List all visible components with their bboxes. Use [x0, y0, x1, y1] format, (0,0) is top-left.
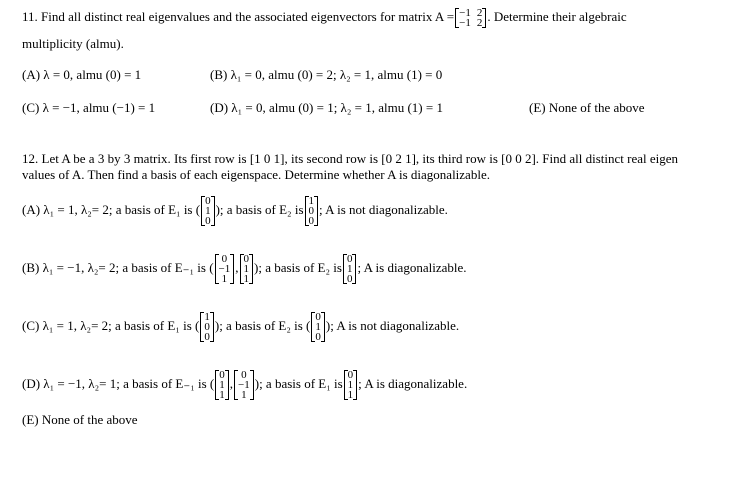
vector-entry: 0	[243, 253, 250, 265]
vector-entry: 1	[221, 273, 228, 285]
vector-entry: 1	[205, 205, 211, 217]
vector-entry: 0	[315, 311, 321, 323]
vector-entry: 1	[315, 321, 321, 333]
vector	[240, 254, 254, 284]
q11-option-a[interactable]: (A) λ = 0, almu (0) = 1	[22, 67, 142, 82]
option-text: (B) λ₁ = −1, λ₂= 2; a basis of E₋₁ is (	[22, 259, 214, 275]
matrix-cell: −1	[459, 17, 471, 29]
separator: ,	[229, 375, 234, 391]
option-text: ); a basis of E₂ is	[254, 259, 342, 275]
q12-stem-line1: 12. Let A be a 3 by 3 matrix. Its first row is [1 0 1], its second row is [0 2 1], its third row is [0 0 2]. Find all distinct real eigen	[22, 151, 679, 166]
vector	[234, 370, 254, 400]
vector-entry: 0	[205, 195, 211, 207]
q11-option-e[interactable]: (E) None of the above	[529, 100, 645, 115]
vector-entry: 1	[204, 311, 210, 323]
option-text: (A) λ₁ = 1, λ₂= 2; a basis of E₁ is (	[22, 201, 201, 217]
q12-option-b[interactable]	[22, 254, 467, 284]
vector-entry: 1	[308, 195, 315, 207]
vector	[215, 370, 229, 400]
vector-entry: 0	[221, 253, 228, 265]
q11-option-c[interactable]: (C) λ = −1, almu (−1) = 1	[22, 100, 156, 115]
vector	[200, 312, 214, 342]
vector-entry: 1	[243, 273, 250, 285]
q12-stem-line2: values of A. Then find a basis of each eigenspace. Determine whether A is diagonalizable.	[22, 167, 490, 182]
q11-stem-text-2: . Determine their algebraic	[487, 8, 627, 24]
vector-entry: 1	[241, 389, 247, 401]
q11-option-d[interactable]: (D) λ₁ = 0, almu (0) = 1; λ₂ = 1, almu (1) = 1	[210, 100, 443, 115]
matrix-cell: 2	[476, 17, 483, 29]
vector	[343, 254, 357, 284]
q11-matrix-a	[455, 8, 486, 28]
q12-option-c[interactable]	[22, 312, 459, 342]
vector	[305, 196, 319, 226]
vector	[344, 370, 358, 400]
vector-entry: −1	[218, 263, 231, 275]
q11-stem-line1	[22, 8, 627, 28]
q12-option-e[interactable]: (E) None of the above	[22, 412, 138, 427]
vector-entry: 1	[219, 389, 225, 401]
vector-entry: −1	[238, 379, 250, 391]
matrix-cell: 2	[476, 7, 483, 19]
q12-option-d[interactable]	[22, 370, 467, 400]
vector-entry: 0	[204, 331, 210, 343]
vector	[201, 196, 215, 226]
option-text: ; A is not diagonalizable.	[319, 201, 448, 217]
vector-entry: 1	[347, 379, 354, 391]
separator: ,	[235, 259, 239, 275]
q11-option-b[interactable]: (B) λ₁ = 0, almu (0) = 2; λ₂ = 1, almu (1) = 0	[210, 67, 443, 82]
vector-entry: 0	[241, 369, 247, 381]
option-text: ; A is diagonalizable.	[358, 375, 468, 391]
vector-entry: 1	[219, 379, 225, 391]
vector	[215, 254, 235, 284]
q12-option-a[interactable]	[22, 196, 448, 226]
q11-stem-line2: multiplicity (almu).	[22, 36, 124, 51]
option-text: ); a basis of E₂ is (	[214, 317, 311, 333]
vector-entry: 0	[205, 215, 211, 227]
option-text: (D) λ₁ = −1, λ₂= 1; a basis of E₋₁ is (	[22, 375, 215, 391]
vector-entry: 1	[347, 389, 354, 401]
vector-entry: 0	[204, 321, 210, 333]
option-text: ); A is not diagonalizable.	[325, 317, 460, 333]
matrix-cell: −1	[459, 7, 471, 19]
option-text: (C) λ₁ = 1, λ₂= 2; a basis of E₁ is (	[22, 317, 200, 333]
vector-entry: 1	[243, 263, 250, 275]
vector-entry: 0	[346, 253, 353, 265]
vector	[311, 312, 325, 342]
vector-entry: 1	[346, 263, 353, 275]
q11-stem-text: 11. Find all distinct real eigenvalues and the associated eigenvectors for matrix A =	[22, 8, 455, 24]
vector-entry: 0	[308, 205, 315, 217]
option-text: ); a basis of E₁ is	[254, 375, 343, 391]
option-text: ); a basis of E₂ is	[215, 201, 304, 217]
vector-entry: 0	[346, 273, 353, 285]
vector-entry: 0	[347, 369, 354, 381]
option-text: ; A is diagonalizable.	[357, 259, 467, 275]
vector-entry: 0	[308, 215, 315, 227]
vector-entry: 0	[219, 369, 225, 381]
vector-entry: 0	[315, 331, 321, 343]
